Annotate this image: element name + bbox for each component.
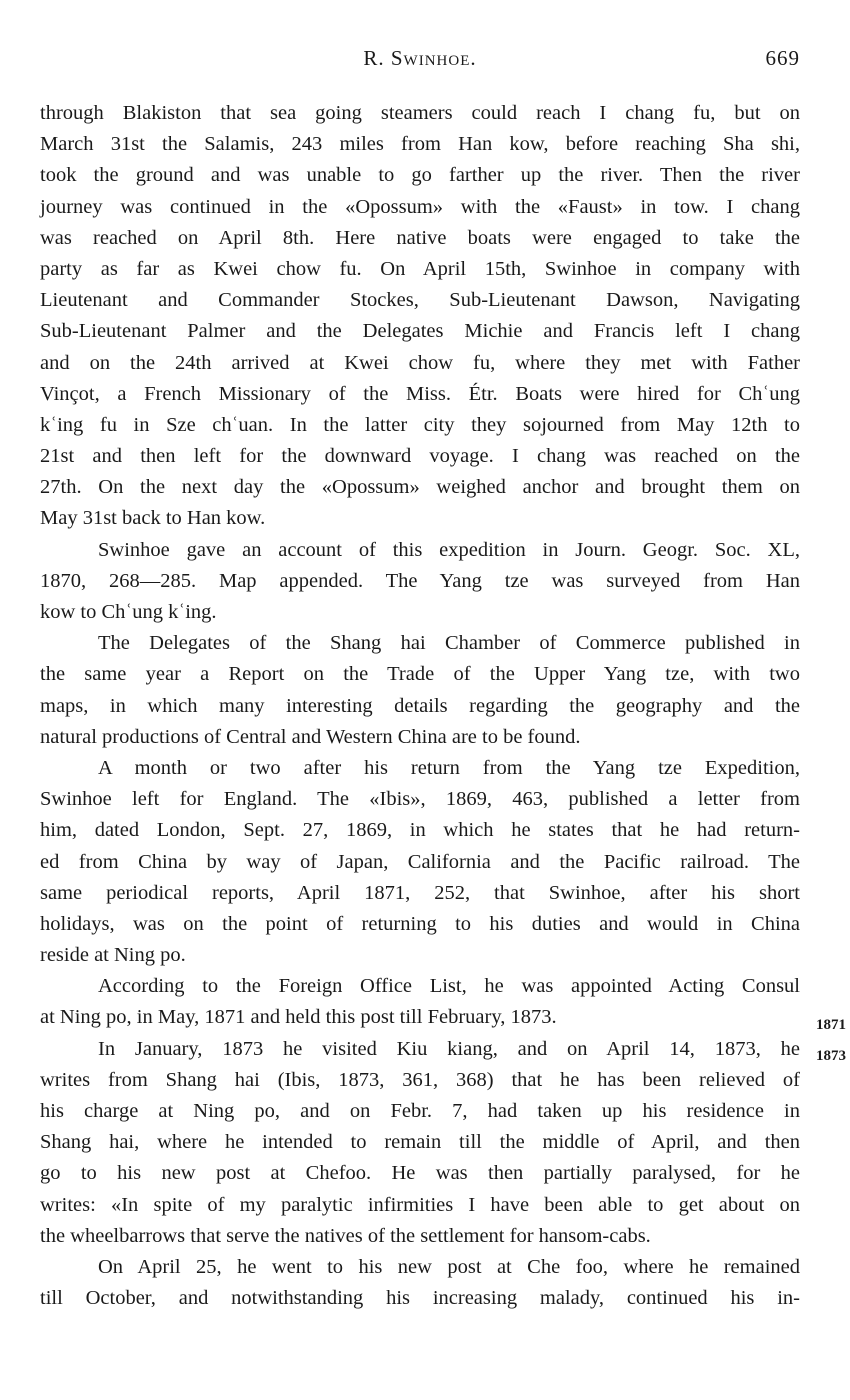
text-line: In January, 1873 he visited Kiu kiang, and on April 14, 1873, he	[98, 1037, 800, 1060]
text-line: took the ground and was unable to go farther up the river. Then the river	[40, 164, 800, 187]
text-line: natural productions of Central and Western China are to be found.	[40, 725, 581, 748]
body-text	[40, 98, 800, 1314]
margin-note-year: 1873	[816, 1048, 846, 1064]
text-line: May 31st back to Han kow.	[40, 507, 266, 530]
text-line: the same year a Report on the Trade of the Upper Yang tze, with two	[40, 663, 800, 686]
page-header	[40, 46, 800, 80]
text-line: Lieutenant and Commander Stockes, Sub-Lieutenant Dawson, Navigating	[40, 289, 800, 312]
text-line: A month or two after his return from the Yang tze Expedition,	[98, 756, 800, 779]
text-line: kow to Chʿung kʿing.	[40, 601, 217, 623]
page-number: 669	[765, 46, 800, 70]
text-line: The Delegates of the Shang hai Chamber of Commerce published in	[98, 632, 800, 655]
text-line: go to his new post at Chefoo. He was then partially paralysed, for he	[40, 1162, 800, 1185]
text-line: till October, and notwithstanding his increasing malady, continued his in-	[40, 1287, 800, 1310]
paragraph	[40, 535, 800, 629]
text-line: maps, in which many interesting details regarding the geography and the	[40, 694, 800, 717]
text-line: ed from China by way of Japan, California and the Pacific railroad. The	[40, 850, 800, 873]
text-line: March 31st the Salamis, 243 miles from Han kow, before reaching Sha shi,	[40, 133, 800, 156]
text-line: Vinçot, a French Missionary of the Miss. Étr. Boats were hired for Chʿung	[40, 382, 800, 405]
paragraph	[40, 628, 800, 753]
text-line: writes: «In spite of my paralytic infirmities I have been able to get about on	[40, 1193, 800, 1216]
margin-note-year: 1871	[816, 1017, 846, 1033]
text-line: reside at Ning po.	[40, 944, 186, 967]
text-line: On April 25, he went to his new post at Che foo, where he remained	[98, 1255, 800, 1278]
text-line: 27th. On the next day the «Opossum» weighed anchor and brought them on	[40, 476, 800, 499]
paragraph	[40, 1034, 800, 1252]
paragraph	[40, 1252, 800, 1314]
text-line: According to the Foreign Office List, he was appointed Acting Consul	[98, 975, 800, 998]
paragraph	[40, 753, 800, 971]
running-head: R. Swinhoe.	[363, 46, 477, 70]
text-line: his charge at Ning po, and on Febr. 7, had taken up his residence in	[40, 1100, 800, 1122]
text-line: Sub-Lieutenant Palmer and the Delegates Michie and Francis left I chang	[40, 320, 800, 343]
text-line: kʿing fu in Sze chʿuan. In the latter city they sojourned from May 12th to	[40, 413, 800, 436]
text-line: party as far as Kwei chow fu. On April 15th, Swinhoe in company with	[40, 257, 800, 280]
text-line: through Blakiston that sea going steamers could reach I chang fu, but on	[40, 102, 800, 124]
paragraph	[40, 971, 800, 1033]
text-line: him, dated London, Sept. 27, 1869, in which he states that he had return-	[40, 819, 800, 842]
text-line: and on the 24th arrived at Kwei chow fu, where they met with Father	[40, 351, 800, 374]
text-line: was reached on April 8th. Here native boats were engaged to take the	[40, 226, 800, 249]
text-line: holidays, was on the point of returning to his duties and would in China	[40, 912, 800, 935]
text-line: 1870, 268—285. Map appended. The Yang tze was surveyed from Han	[40, 569, 800, 592]
text-line: same periodical reports, April 1871, 252, that Swinhoe, after his short	[40, 881, 800, 904]
text-line: journey was continued in the «Opossum» with the «Faust» in tow. I chang	[40, 195, 800, 218]
text-line: Swinhoe left for England. The «Ibis», 1869, 463, published a letter from	[40, 788, 800, 811]
text-line: 21st and then left for the downward voyage. I chang was reached on the	[40, 445, 800, 468]
text-line: at Ning po, in May, 1871 and held this post till February, 1873.	[40, 1006, 557, 1029]
text-line: Swinhoe gave an account of this expedition in Journ. Geogr. Soc. XL,	[98, 538, 800, 561]
text-line: the wheelbarrows that serve the natives of the settlement for hansom-cabs.	[40, 1224, 651, 1247]
paragraph	[40, 98, 800, 535]
text-line: writes from Shang hai (Ibis, 1873, 361, 368) that he has been relieved of	[40, 1068, 800, 1091]
text-line: Shang hai, where he intended to remain till the middle of April, and then	[40, 1131, 800, 1154]
